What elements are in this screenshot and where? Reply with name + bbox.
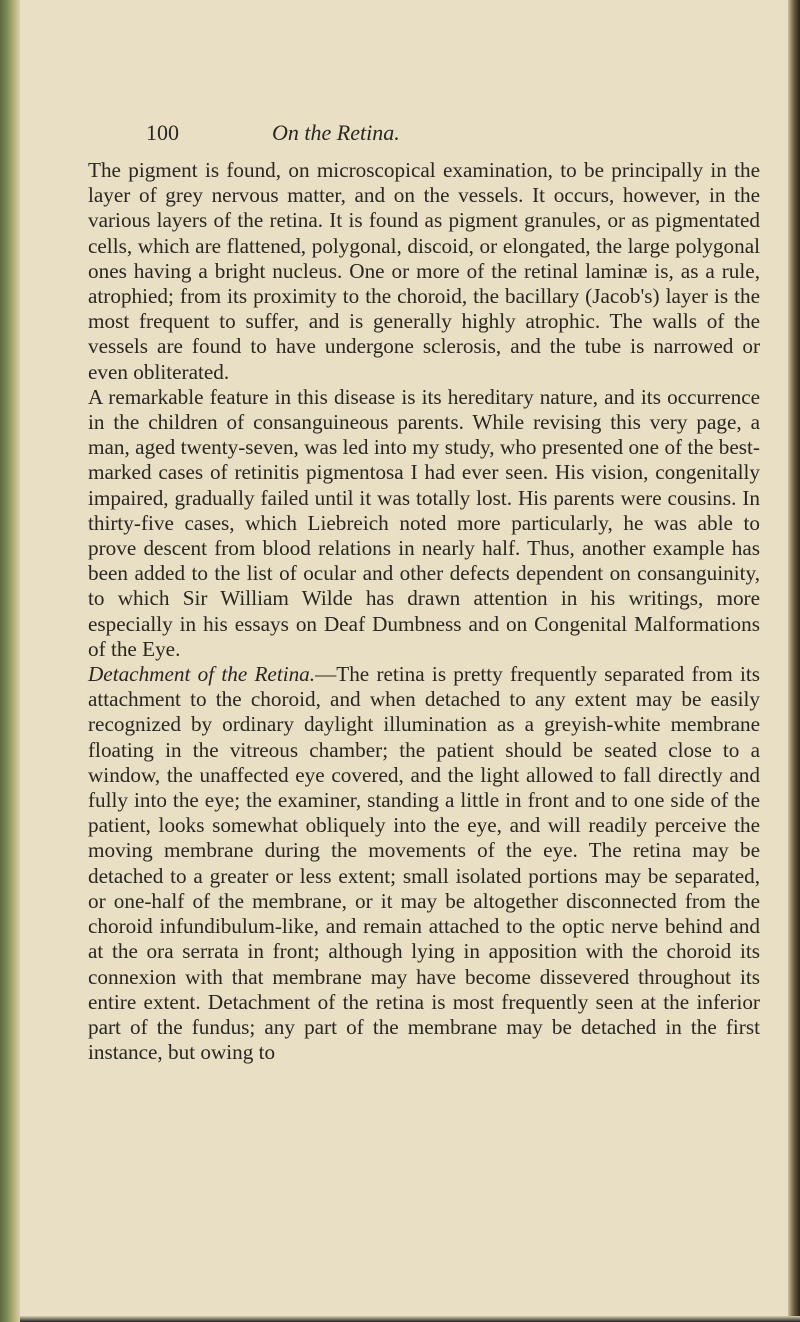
running-head — [54, 120, 760, 150]
running-title: On the Retina. — [272, 120, 400, 145]
section-heading: Detachment of the Retina. — [88, 662, 316, 687]
paragraph-text: A remarkable feature in this disease is its hereditary nature, and its occurrence in the children of consanguineous parents. While revising this very page, a man, aged twenty-seven, was led into my study, who presented one of the best-marked cases of retinitis pigmentosa I had ever seen. His vision, congenitally impaired, gradually failed until it was totally lost. His parents were cousins. In thirty-five cases, which Liebreich noted more particularly, he was able to prove descent from blood relations in nearly half. Thus, another example has been added to the list of ocular and other defects dependent on consanguinity, to which Sir William Wilde has drawn attention in his writings, more especially in his essays on Deaf Dumbness and on Congenital Malformations of the Eye. — [88, 384, 760, 661]
book-page — [54, 120, 760, 1065]
page-number: 100 — [146, 120, 179, 145]
page-edge — [788, 0, 800, 1322]
paragraph-text: The pigment is found, on microscopical examination, to be principally in the layer of grey nervous matter, and on the vessels. It occurs, however, in the various layers of the retina. It is found as pigment granules, or as pigmentated cells, which are flattened, polygonal, discoid, or elongated, the large polygonal ones having a bright nucleus. One or more of the retinal laminæ is, as a rule, atrophied; from its proximity to the choroid, the bacillary (Jacob's) layer is the most frequent to suffer, and is generally highly atrophic. The walls of the vessels are found to have undergone sclerosis, and the tube is narrowed or even obliterated. — [88, 158, 760, 384]
book-gutter — [0, 0, 20, 1322]
paragraph-hereditary — [54, 385, 760, 662]
body-text — [54, 158, 760, 1065]
page-bottom-edge — [20, 1316, 800, 1322]
paragraph-pigment — [54, 158, 760, 385]
paragraph-detachment — [54, 662, 760, 1065]
paragraph-text: —The retina is pretty frequently separated from its attachment to the choroid, and when detached to any extent may be easily recognized by ordinary daylight illumination as a greyish-white membrane floating in the vitreous chamber; the patient should be seated close to a window, the unaffected eye covered, and the light allowed to fall directly and fully into the eye; the examiner, standing a little in front and to one side of the patient, looks somewhat obliquely into the eye, and will readily perceive the moving membrane during the movements of the eye. The retina may be detached to a greater or less extent; small isolated portions may be separated, or one-half of the membrane, or it may be altogether disconnected from the choroid infundibulum-like, and remain attached to the optic nerve behind and at the ora serrata in front; although lying in apposition with the choroid its connexion with that membrane may have become dissevered throughout its entire extent. Detachment of the retina is most frequently seen at the inferior part of the fundus; any part of the membrane may be detached in the first instance, but owing to — [88, 662, 760, 1065]
